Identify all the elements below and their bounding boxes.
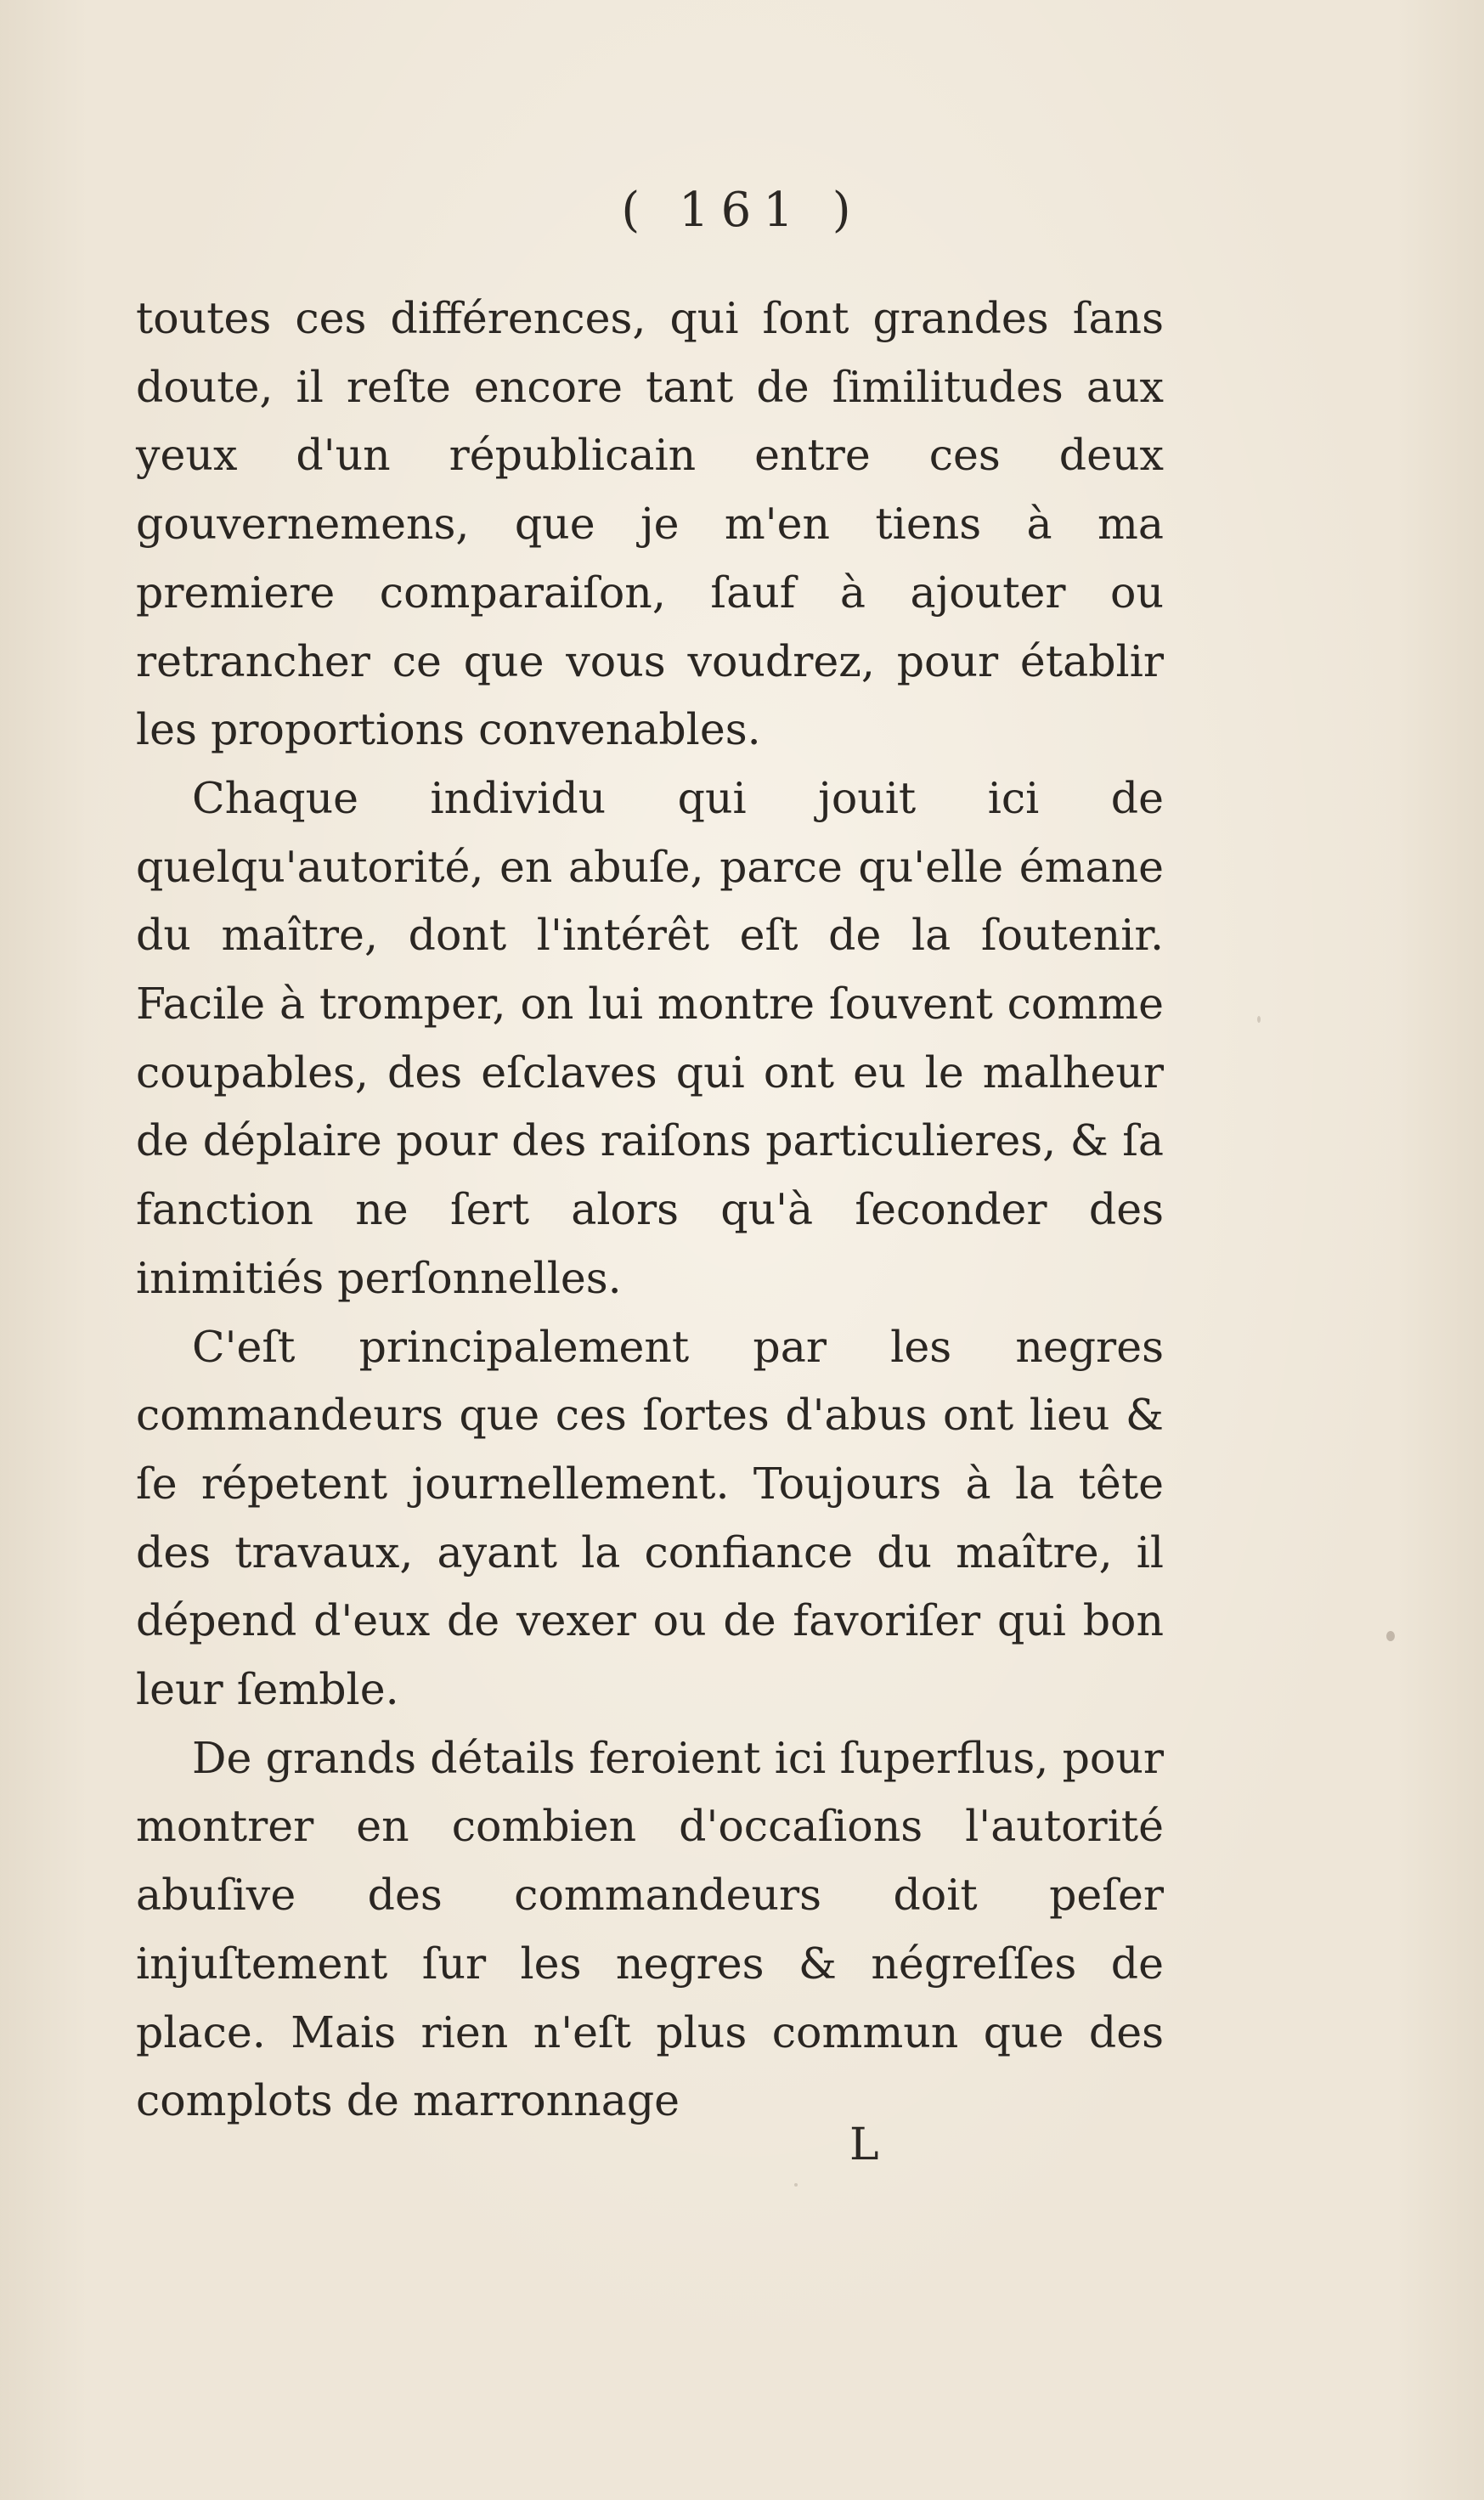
paragraph-1: toutes ces différences, qui ſont grandes ſans doute, il reſte encore tant de ſimilitudes aux yeux d'un républicain entre ces deux gouvernemens, que je m'en tiens à ma premiere comparaiſon, ſauf à ajouter ou retrancher ce que vous voudrez, pour établir les proportions convenables.: [136, 293, 1164, 755]
page-number-header: ( 161 ): [621, 183, 863, 238]
paragraph-4: De grands détails feroient ici ſuperflus, pour montrer en combien d'occaſions l'autorité abuſive des commandeurs doit peſer injuſtement ſur les negres & négreſſes de place. Mais rien n'eſt plus commun que des complots de marronnage: [136, 1732, 1164, 2126]
signature-mark: L: [849, 2119, 879, 2170]
paragraph-2: Chaque individu qui jouit ici de quelqu'autorité, en abuſe, parce qu'elle émane du maître, dont l'intérêt eſt de la ſoutenir. Facile à tromper, on lui montre ſouvent comme coupables, des eſclaves qui ont eu le malheur de déplaire pour des raiſons particulieres, & ſa fanction ne ſert alors qu'à ſeconder des inimitiés perſonnelles.: [136, 772, 1164, 1303]
paragraph-3: C'eſt principalement par les negres commandeurs que ces ſortes d'abus ont lieu & ſe répetent journellement. Toujours à la tête des travaux, ayant la confiance du maître, il dépend d'eux de vexer ou de favoriſer qui bon leur ſemble.: [136, 1321, 1164, 1715]
paper-speck: [794, 2183, 798, 2187]
paper-speck: [1257, 1016, 1261, 1023]
paper-speck: [1386, 1631, 1395, 1641]
body-text: [136, 285, 1164, 2136]
